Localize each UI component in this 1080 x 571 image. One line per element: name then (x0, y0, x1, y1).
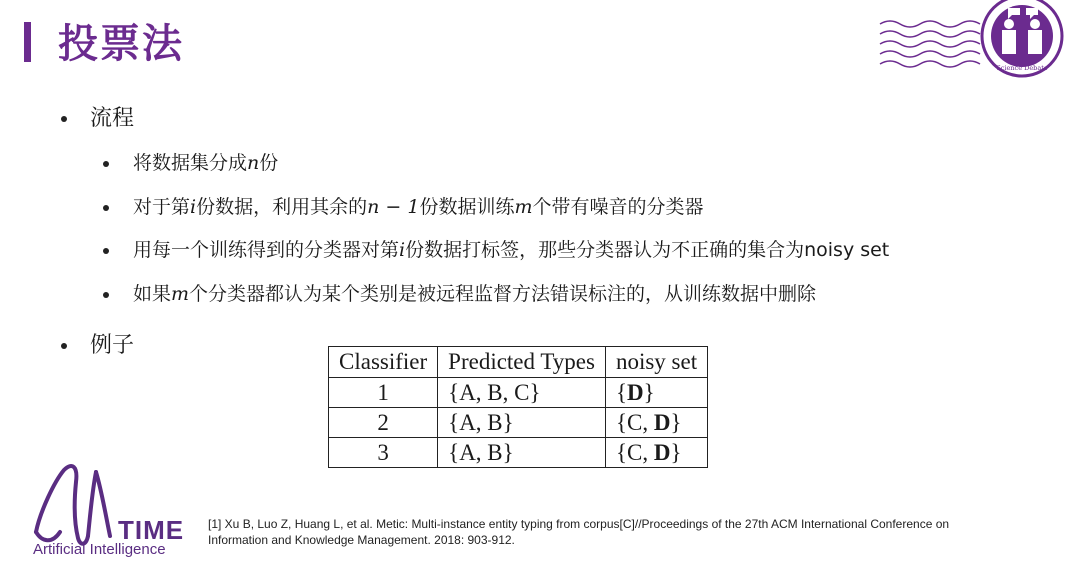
step-text: 将数据集分成 (133, 152, 248, 174)
math-var: i (399, 239, 406, 261)
predicted-cell: {A, B, C} (438, 378, 606, 408)
step-text: 对于第 (133, 196, 191, 218)
reference-line: Information and Knowledge Management. 2018: 903-912. (208, 533, 515, 547)
noisy-cell (605, 408, 707, 438)
logo-subtitle: Artificial Intelligence (33, 541, 166, 558)
predicted-cell: {A, B} (438, 408, 606, 438)
table-header-row (329, 347, 708, 378)
page-title: 投票法 (58, 21, 184, 67)
bullet-example: 例子 (90, 333, 135, 358)
predicted-cell: {A, B} (438, 438, 606, 468)
noisy-bold: D (653, 409, 671, 435)
step-text: 份 (259, 152, 279, 174)
table-row (329, 378, 708, 408)
noisy-text: } (643, 379, 655, 405)
step-4 (133, 281, 816, 307)
title-accent-bar (24, 22, 31, 62)
noisy-bold: D (653, 439, 671, 465)
step-text: 份数据打标签，那些分类器认为不正确的集合为noisy set (405, 239, 890, 261)
bullet-dot (103, 248, 109, 254)
table-row (329, 438, 708, 468)
math-expr: n − 1 (367, 196, 420, 218)
math-var: m (171, 283, 190, 305)
stamp-label: Science Debate (996, 64, 1048, 72)
noisy-text: } (670, 439, 682, 465)
science-debate-stamp (876, 0, 1080, 105)
step-text: 份数据训练 (419, 196, 515, 218)
math-var: i (190, 196, 197, 218)
table-header-cell: noisy set (605, 347, 707, 378)
bullet-process: 流程 (90, 106, 135, 131)
bullet-dot (103, 292, 109, 298)
step-text: 如果 (133, 283, 172, 305)
bullet-dot (103, 205, 109, 211)
reference-citation (208, 516, 1008, 548)
noisy-text: } (670, 409, 682, 435)
step-text: 份数据，利用其余的 (196, 196, 368, 218)
noisy-bold: D (627, 379, 644, 405)
step-1 (133, 150, 278, 176)
example-table (328, 346, 708, 468)
noisy-cell (605, 438, 707, 468)
bullet-dot (103, 161, 109, 167)
noisy-text: { (615, 379, 627, 405)
classifier-cell: 2 (329, 408, 438, 438)
classifier-cell: 3 (329, 438, 438, 468)
bullet-dot (61, 343, 67, 349)
step-2 (133, 194, 704, 220)
bullet-dot (61, 116, 67, 122)
table-header-cell: Classifier (329, 347, 438, 378)
math-var: n (247, 152, 260, 174)
math-var: m (514, 196, 533, 218)
logo-wordmark: TIME (118, 515, 185, 545)
noisy-text: {C, (615, 439, 654, 465)
step-text: 个带有噪音的分类器 (532, 196, 704, 218)
reference-line: [1] Xu B, Luo Z, Huang L, et al. Metic: Multi-instance entity typing from corpus[C]//Proceedings of the 27th ACM International Conference on (208, 517, 950, 531)
classifier-cell: 1 (329, 378, 438, 408)
noisy-cell (605, 378, 707, 408)
step-text: 用每一个训练得到的分类器对第 (133, 239, 400, 261)
step-3 (133, 237, 889, 263)
noisy-text: {C, (615, 409, 654, 435)
step-text: 个分类器都认为某个类别是被远程监督方法错误标注的，从训练数据中删除 (189, 283, 817, 305)
table-header-cell: Predicted Types (438, 347, 606, 378)
table-row (329, 408, 708, 438)
